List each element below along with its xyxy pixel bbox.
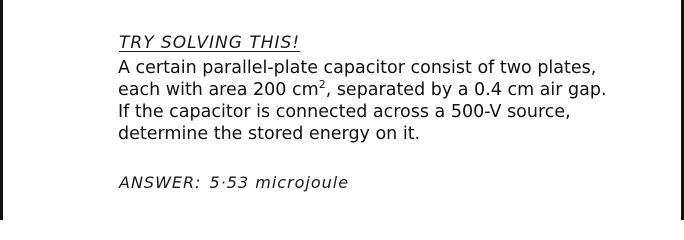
answer-label: ANSWER: (119, 173, 202, 192)
problem-statement (118, 57, 658, 145)
unit-exponent: 2 (318, 78, 326, 92)
problem-line-1: A certain parallel-plate capacitor consist of two plates, (118, 58, 597, 78)
problem-line-2 (118, 79, 658, 101)
problem-line-2-end: , separated by a 0.4 cm air gap. (325, 80, 607, 100)
problem-line-2-start: each with area 200 cm (118, 80, 319, 100)
answer-value: 5·53 microjoule (209, 173, 350, 192)
answer-line (119, 173, 349, 192)
problem-line-4: determine the stored energy on it. (118, 124, 421, 144)
problem-line-3: If the capacitor is connected across a 500-V source, (118, 102, 571, 122)
left-border (0, 0, 3, 220)
problem-heading: TRY SOLVING THIS! (119, 33, 301, 53)
